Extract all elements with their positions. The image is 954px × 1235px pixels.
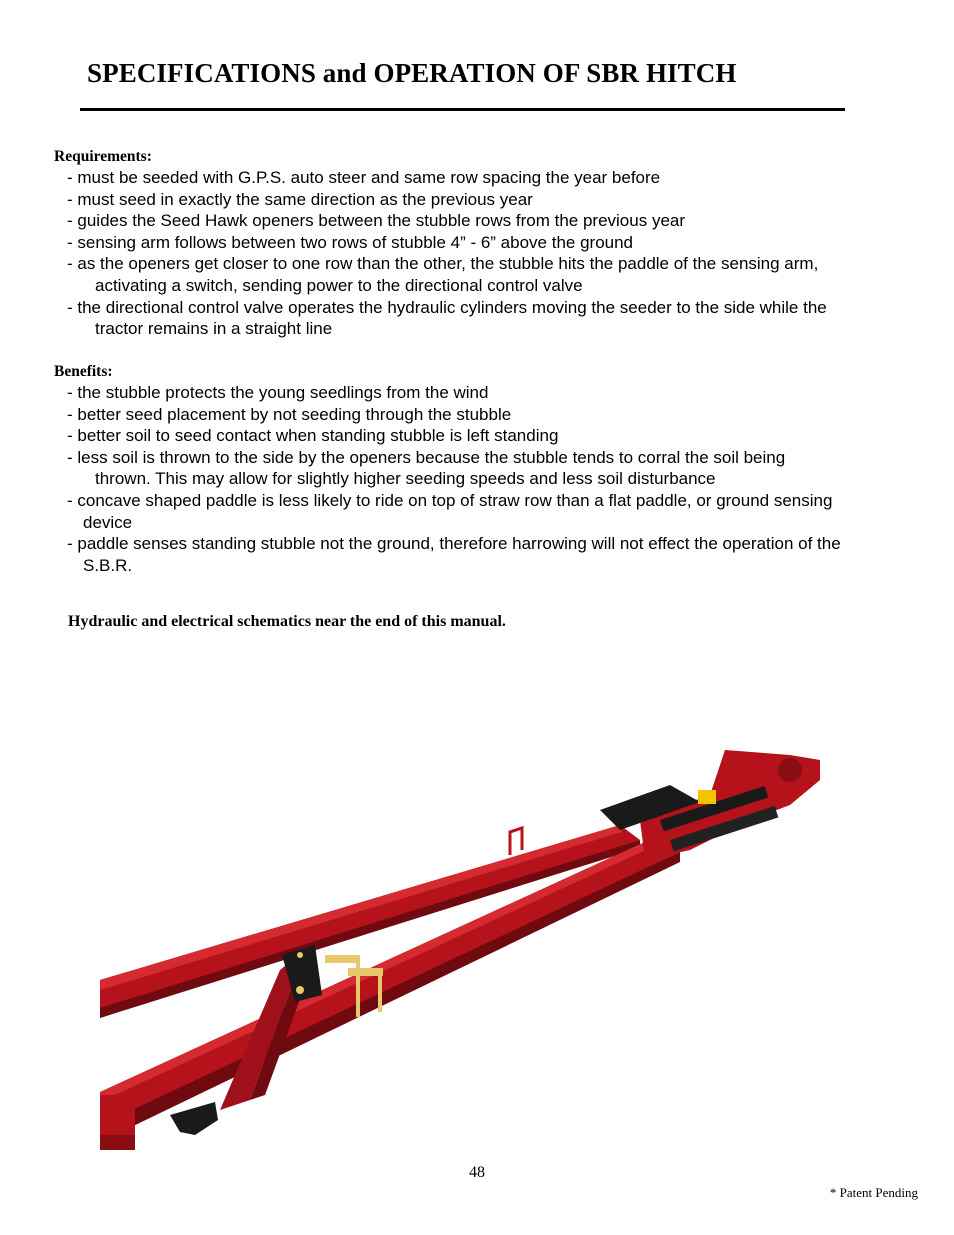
sbr-hitch-illustration	[100, 740, 830, 1150]
list-item: - concave shaped paddle is less likely to ride on top of straw row than a flat paddle, or ground sensing device	[67, 490, 833, 532]
list-item: - guides the Seed Hawk openers between the stubble rows from the previous year	[67, 211, 686, 231]
sensing-paddle	[170, 1102, 218, 1135]
benefits-list	[54, 382, 841, 576]
list-item: - as the openers get closer to one row than the other, the stubble hits the paddle of the sensing arm, activating a switch, sending power to the directional control valve	[67, 254, 819, 295]
list-item: - must be seeded with G.P.S. auto steer and same row spacing the year before	[67, 168, 661, 187]
list-item: - less soil is thrown to the side by the openers because the stubble tends to corral the soil being thrown. This may allow for slightly higher seeding speeds and less soil disturbance	[67, 447, 786, 489]
benefits-heading: Benefits:	[54, 363, 113, 380]
page-number: 48	[469, 1164, 485, 1181]
requirements-list	[54, 167, 827, 340]
patent-footnote: * Patent Pending	[829, 1185, 918, 1200]
list-item: - the directional control valve operates the hydraulic cylinders moving the seeder to the side while the tractor remains in a straight line	[67, 297, 827, 339]
lift-handle	[510, 828, 522, 855]
list-item: - sensing arm follows between two rows of stubble 4” - 6” above the ground	[67, 232, 634, 252]
switch-box	[698, 790, 716, 804]
list-item: - the stubble protects the young seedlings from the wind	[67, 383, 489, 402]
list-item: - better soil to seed contact when standing stubble is left standing	[67, 426, 559, 446]
list-item: - better seed placement by not seeding through the stubble	[67, 404, 512, 424]
page-title: SPECIFICATIONS and OPERATION OF SBR HITCH	[87, 58, 737, 88]
requirements-heading: Requirements:	[54, 148, 152, 165]
title-rule	[80, 108, 845, 111]
list-item: - paddle senses standing stubble not the ground, therefore harrowing will not effect the operation of the S.B.R.	[67, 534, 841, 575]
schematics-note: Hydraulic and electrical schematics near the end of this manual.	[68, 613, 506, 630]
list-item: - must seed in exactly the same direction as the previous year	[67, 189, 533, 209]
